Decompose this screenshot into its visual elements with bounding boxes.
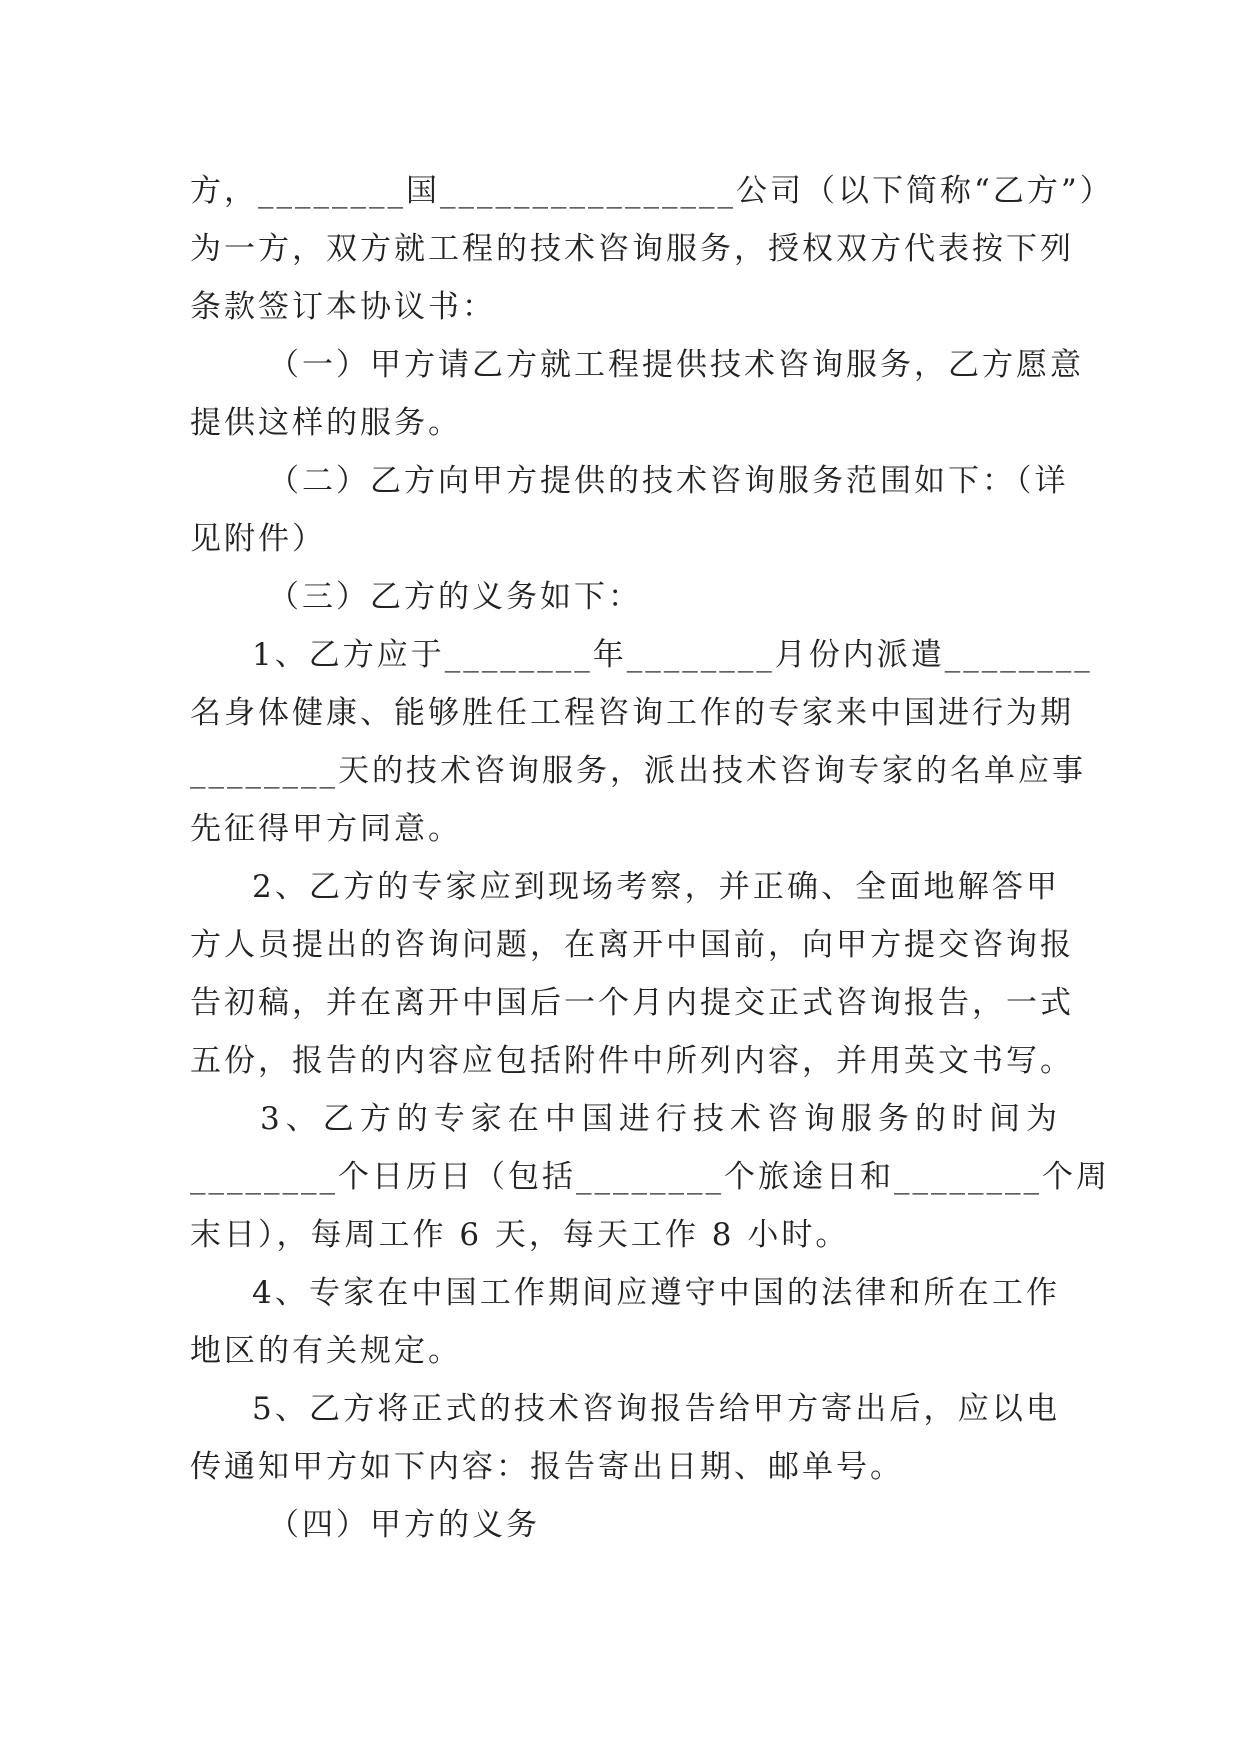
text-line: 末日），每周工作 6 天，每天工作 8 小时。 — [190, 1217, 850, 1253]
text-line: 名身体健康、能够胜任工程咨询工作的专家来中国进行为期 — [190, 695, 1074, 731]
text-line: （四）甲方的义务 — [268, 1507, 540, 1543]
text-line: 见附件） — [190, 521, 326, 557]
text-line: （二）乙方向甲方提供的技术咨询服务范围如下：（详 — [268, 463, 1069, 499]
text-line: 提供这样的服务。 — [190, 405, 462, 441]
text-line: ________天的技术咨询服务，派出技术咨询专家的名单应事 — [190, 753, 1086, 789]
text-line: 5、乙方将正式的技术咨询报告给甲方寄出后，应以电 — [252, 1391, 1060, 1427]
document-page — [190, 162, 1114, 1554]
text-line: （三）乙方的义务如下： — [268, 579, 642, 615]
text-line: 告初稿，并在离开中国后一个月内提交正式咨询报告，一式 — [190, 985, 1074, 1021]
text-line: 为一方，双方就工程的技术咨询服务，授权双方代表按下列 — [190, 231, 1074, 267]
text-line: 方人员提出的咨询问题，在离开中国前，向甲方提交咨询报 — [190, 927, 1074, 963]
text-line: 地区的有关规定。 — [190, 1333, 462, 1369]
text-line: 条款签订本协议书： — [190, 289, 496, 325]
text-line: 传通知甲方如下内容：报告寄出日期、邮单号。 — [190, 1449, 904, 1485]
text-line: 1、乙方应于________年________月份内派遣________ — [252, 637, 1093, 673]
text-line: 2、乙方的专家应到现场考察，并正确、全面地解答甲 — [252, 869, 1060, 905]
text-line: 方，________国________________公司（以下简称“乙方”） — [190, 173, 1114, 209]
text-line: （一）甲方请乙方就工程提供技术咨询服务，乙方愿意 — [268, 347, 1084, 383]
text-line: 先征得甲方同意。 — [190, 811, 462, 847]
text-line: 4、专家在中国工作期间应遵守中国的法律和所在工作 — [252, 1275, 1060, 1311]
text-line: 五份，报告的内容应包括附件中所列内容，并用英文书写。 — [190, 1043, 1074, 1079]
text-line: 3、乙方的专家在中国进行技术咨询服务的时间为 — [260, 1101, 1060, 1137]
text-line: ________个日历日（包括________个旅途日和________个周 — [190, 1159, 1110, 1195]
